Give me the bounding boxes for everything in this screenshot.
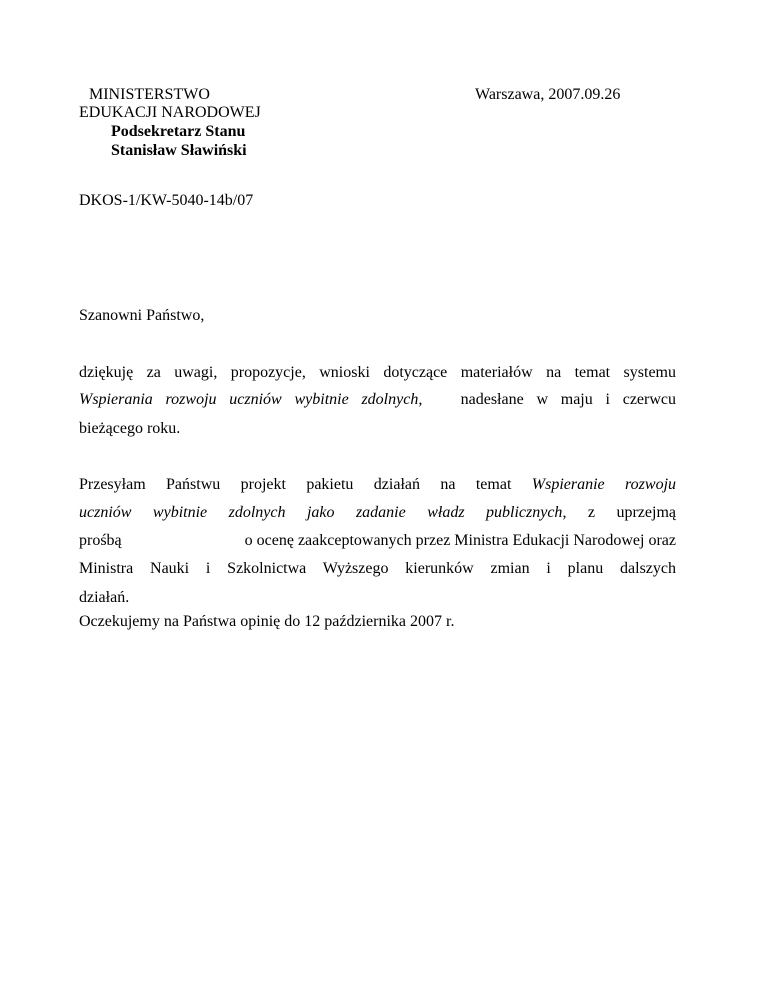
paragraph1-line3: bieżącego roku.: [79, 420, 181, 437]
closing-line: Oczekujemy na Państwa opinię do 12 października 2007 r.: [79, 613, 455, 630]
place-date: Warszawa, 2007.09.26: [475, 86, 621, 103]
paragraph2-line3-rest: o ocenę zaakceptowanych przez Ministra Edukacji Narodowej oraz: [244, 532, 676, 549]
paragraph2-line5: działań.: [79, 589, 130, 606]
paragraph2-line3-word1: prośbą: [79, 532, 122, 549]
reference-number: DKOS-1/KW-5040-14b/07: [79, 192, 254, 209]
paragraph1-line1: dziękuję za uwagi, propozycje, wnioski dotyczące materiałów na temat systemu: [79, 364, 676, 381]
paragraph2-line1: [79, 475, 676, 495]
paragraph2-line4: Ministra Nauki i Szkolnictwa Wyższego kierunków zmian i planu dalszych: [79, 560, 676, 577]
paragraph2-line2-rest: , z uprzejmą: [562, 504, 676, 521]
ministry-name-line1: MINISTERSTWO: [89, 86, 210, 103]
paragraph2-line3: [79, 531, 676, 551]
paragraph1-line2-rest: nadesłane w maju i czerwcu: [460, 391, 677, 408]
paragraph2-line1-italic: Wspieranie rozwoju: [531, 476, 677, 493]
paragraph2-line2: [79, 503, 676, 523]
salutation: Szanowni Państwo,: [79, 307, 205, 324]
paragraph2-line2-italic: uczniów wybitnie zdolnych jako zadanie władz publicznych: [79, 504, 563, 521]
paragraph2-line1-plain: Przesyłam Państwu projekt pakietu działań na temat: [79, 476, 512, 493]
paragraph1-line2: [79, 390, 676, 410]
official-name: Stanisław Sławiński: [111, 142, 247, 159]
official-title: Podsekretarz Stanu: [111, 123, 246, 140]
paragraph1-italic-title: Wspierania rozwoju uczniów wybitnie zdolnych,: [79, 391, 423, 408]
ministry-name-line2: EDUKACJI NARODOWEJ: [79, 104, 261, 121]
